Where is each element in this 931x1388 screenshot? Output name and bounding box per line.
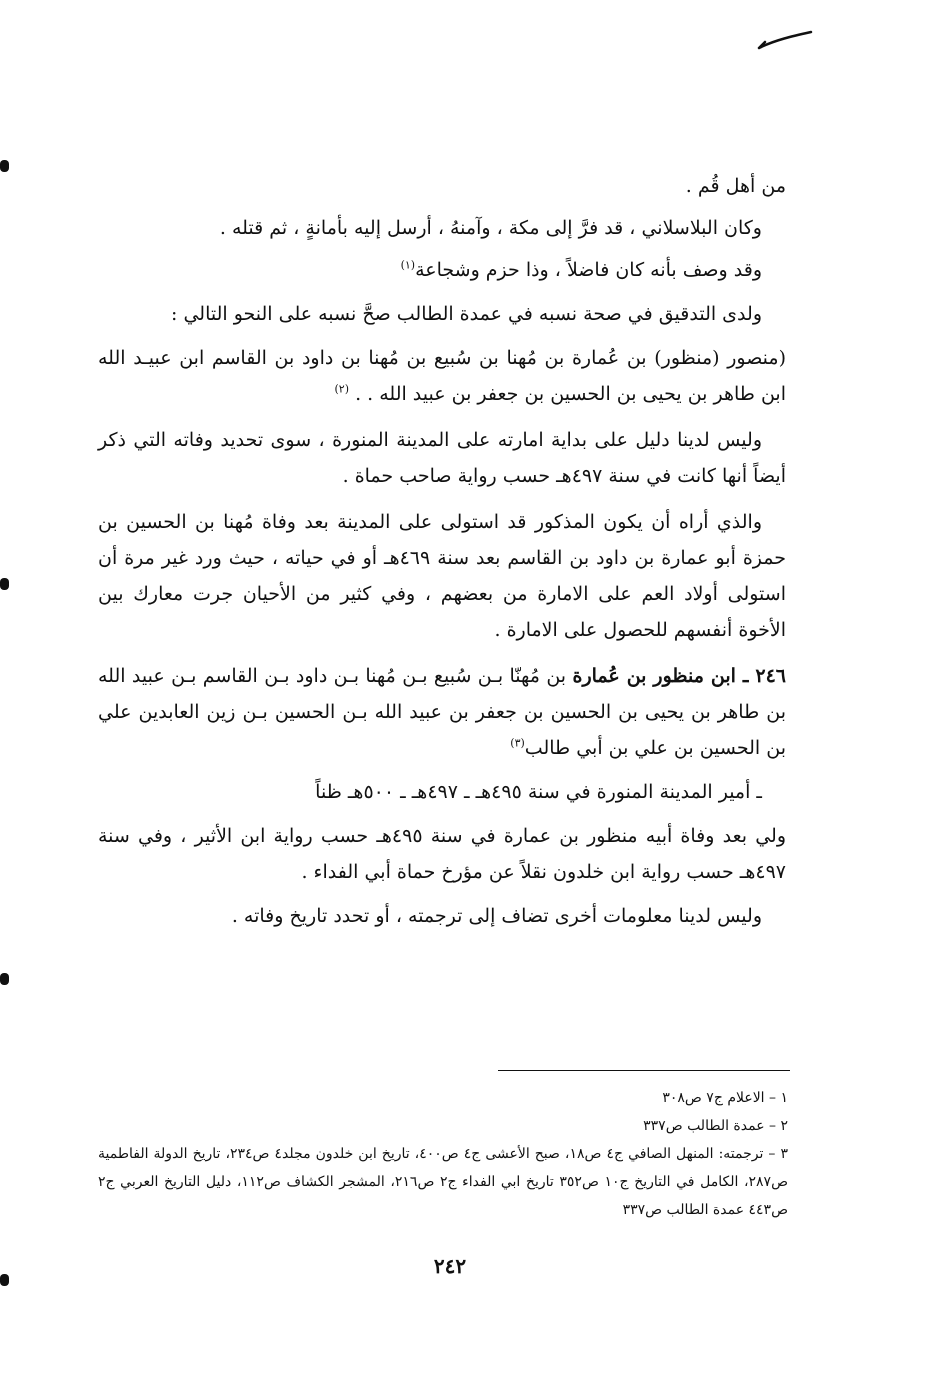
binding-hole-mark	[0, 1274, 9, 1286]
binding-hole-mark	[0, 578, 9, 590]
pen-stroke-mark	[755, 28, 815, 56]
footnote: ٣ – ترجمته: المنهل الصافي ج٤ ص١٨، صبح الأعشى ج٤ ص٤٠٠، تاريخ ابن خلدون مجلد٤ ص٢٣٤، تاريخ الدولة الفاطمية ص٢٨٧، الكامل في التاريخ ج١٠ ص٣٥٢ تاريخ ابي الفداء ج٢ ص٢١٦، المشجر الكشاف ص١١٢، دليل التاريخ العربي ج٢ ص٤٤٣ عمدة الطالب ص٣٣٧	[98, 1146, 788, 1218]
paragraph: وليس لدينا معلومات أخرى تضاف إلى ترجمته ، أو تحدد تاريخ وفاته .	[231, 905, 762, 927]
page-number: ٢٤٢	[433, 1254, 467, 1278]
footnote-ref: (١)	[400, 258, 416, 272]
paragraph: وليس لدينا دليل على بداية امارته على المدينة المنورة ، سوى تحديد وفاته التي ذكر أيضاً أنها كانت في سنة ٤٩٧هـ حسب رواية صاحب حماة .	[98, 429, 786, 487]
paragraph: ولي بعد وفاة أبيه منظور بن عمارة في سنة ٤٩٥هـ حسب رواية ابن الأثير ، وفي سنة ٤٩٧هـ حسب رواية ابن خلدون نقلاً عن مؤرخ حماة أبي الفداء .	[98, 825, 786, 883]
lineage-paragraph: (منصور (منظور) بن عُمارة بن مُهنا بن سُبيع بن مُهنا بن داود بن القاسم ابن عبيـد الله ابن طاهر بن يحيى بن الحسين بن جعفر بن عبيد الله . . $^{(٢)}$	[98, 347, 786, 405]
footnote: ٢ – عمدة الطالب ص٣٣٧	[643, 1118, 788, 1134]
paragraph: وقد وصف بأنه كان فاضلاً ، وذا حزم وشجاعة$^{(١)}$	[400, 258, 762, 281]
paragraph: والذي أراه أن يكون المذكور قد استولى على المدينة بعد وفاة مُهنا بن الحسين بن حمزة أبو عمارة بن داود بن القاسم بعد سنة ٤٦٩هـ أو في حياته ، حيث ورد غير مرة أن استولى أولاد العم على الامارة من بعضهم ، وفي كثير من الأحيان جرت معارك بين الأخوة أنفسهم للحصول على الامارة .	[98, 511, 786, 641]
entry-paragraph: ٢٤٦ ـ ابن منظور بن عُمارة بن مُهنّا بـن سُبيع بـن مُهنا بـن داود بـن القاسم بـن عبيد الله بن طاهر بن يحيى بن الحسين بن جعفر بن عبيد الله بـن الحسين بـن زين العابدين علي بن الحسين بن علي بن أبي طالب$^{(٣)}$	[98, 665, 786, 759]
footnote-ref: (٣)	[510, 736, 525, 750]
footnote-separator	[498, 1070, 790, 1071]
binding-hole-mark	[0, 160, 9, 172]
paragraph: ولدى التدقيق في صحة نسبه في عمدة الطالب صحَّ نسبه على النحو التالي :	[171, 303, 762, 325]
footnote-ref: (٢)	[334, 382, 350, 396]
paragraph: ـ أمير المدينة المنورة في سنة ٤٩٥هـ ـ ٤٩٧هـ ـ ٥٠٠هـ ظناً	[315, 781, 762, 803]
footnote: ١ – الاعلام ج٧ ص٣٠٨	[662, 1090, 788, 1106]
entry-heading: ٢٤٦ ـ ابن منظور بن عُمارة	[572, 665, 786, 687]
paragraph: وكان البلاسلاني ، قد فرَّ إلى مكة ، وآمنهُ ، أرسل إليه بأمانةٍ ، ثم قتله .	[219, 217, 762, 239]
binding-hole-mark	[0, 973, 9, 985]
footnotes	[98, 1084, 788, 1224]
paragraph: من أهل قُم .	[685, 175, 786, 197]
main-text	[98, 168, 786, 934]
